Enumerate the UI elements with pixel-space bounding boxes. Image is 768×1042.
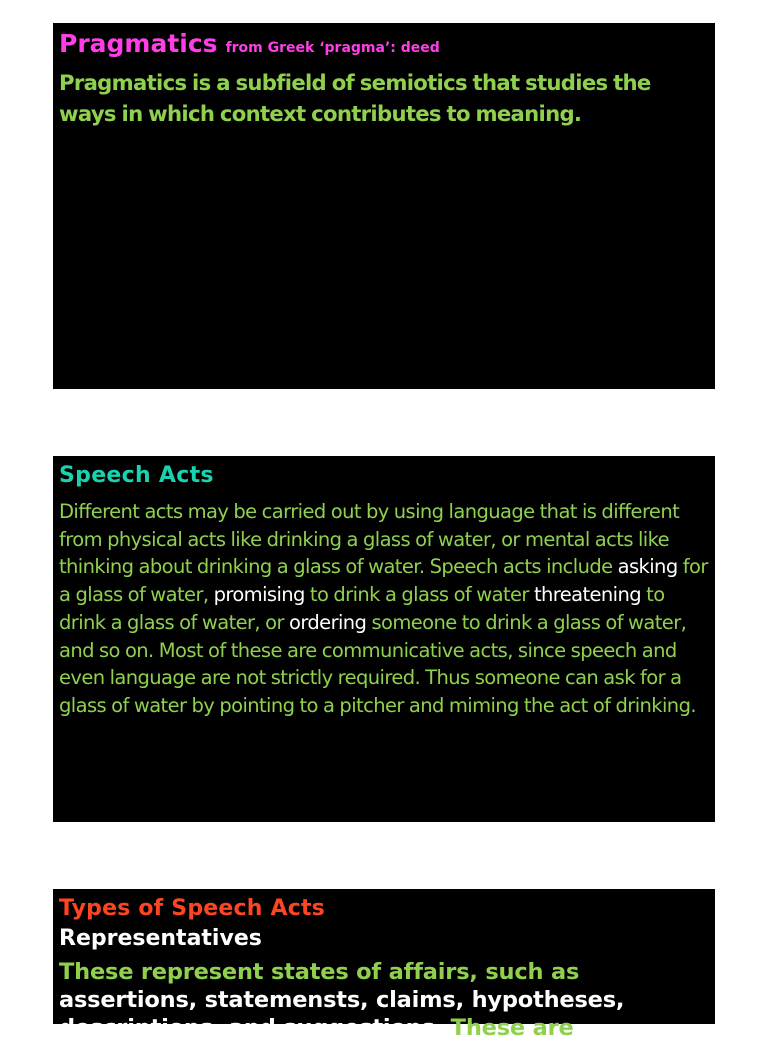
slide-title: Speech Acts xyxy=(59,463,214,488)
keyword-ordering: ordering xyxy=(288,610,367,634)
slide-speech-acts xyxy=(53,456,715,822)
body-text: someone to drink a glass of water, and so on. Most of these are communicative acts, since speech and even language are not strictly required. Thus someone can ask for a glass of water by pointing to a pitcher and miming the act of drinking. xyxy=(59,610,696,717)
slide-body: Pragmatics is a subfield of semiotics that studies the ways in which context contributes to meaning. xyxy=(59,70,651,126)
slide-body xyxy=(59,958,709,1042)
slide-pragmatics xyxy=(53,23,715,389)
body-text-green: These represent states of affairs, such as xyxy=(59,959,580,985)
keyword-threatening: threatening xyxy=(533,583,642,607)
body-text: Different acts may be carried out by using language that is different from physical acts like drinking a glass of water, or mental acts like thinking about drinking a glass of water. Speech acts include xyxy=(59,500,680,579)
slide-subtitle: Representatives xyxy=(59,926,262,951)
slide-types-of-speech-acts xyxy=(53,889,715,1041)
body-text: for a glass of water, xyxy=(59,555,708,607)
slide-body xyxy=(59,498,709,720)
title-text: Pragmatics xyxy=(59,29,218,58)
body-text-green: These are xyxy=(450,1015,574,1041)
slide-title: Types of Speech Acts xyxy=(59,896,325,921)
keyword-asking: asking xyxy=(617,555,678,579)
keyword-promising: promising xyxy=(213,583,305,607)
slide-title xyxy=(59,29,709,63)
body-text: to drink a glass of water xyxy=(309,583,529,607)
body-text: to drink a glass of water, or xyxy=(59,583,665,634)
body-text-white: assertions, statemensts, claims, hypotheses, descriptions, and suggestions. xyxy=(59,987,625,1041)
title-subtitle: from Greek ‘pragma’: deed xyxy=(225,40,440,56)
